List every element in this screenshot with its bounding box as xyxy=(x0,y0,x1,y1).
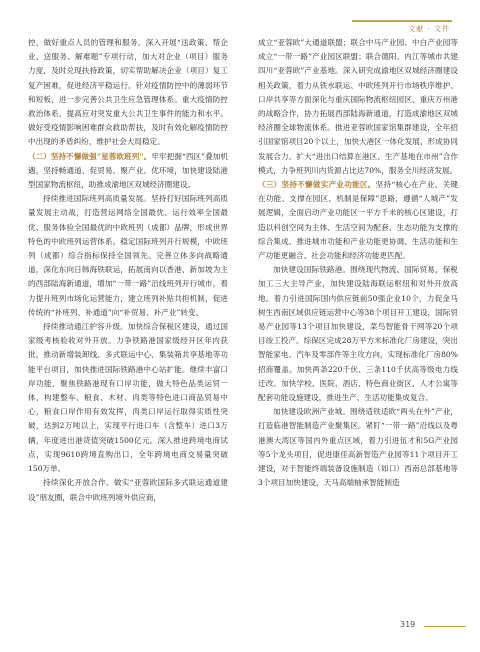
header-rule xyxy=(352,20,452,22)
subsection-heading: （三）坚持不懈做实产业功能区。 xyxy=(258,180,376,190)
subsection-body: 牢牢把握“西区”叠加机遇，坚持畅通道、促贸易、聚产业、优环境，加快建设陆港型国家物流枢纽，助推成渝地区双城经济圈建设。 xyxy=(28,151,228,190)
page-footer xyxy=(400,620,466,634)
subsection-two xyxy=(28,150,228,193)
subsection-body: 坚持“核心在产业、关键在功能、支撑在园区、机制是保障”思路，遵循“人城产”发展逻辑，全面启动产业功能区一平方千米的核心区建设，打造以科创空间为主体、生活空间为配套、生态功能为支撑的综合集成、推进城市功能和产业功能更协调、生活功能和生产功能更融合、社会功能和经济功能更匹配。 xyxy=(258,180,458,261)
paragraph: 持续深化开放合作。做实“亚蓉欧国际多式联运通道建设”朋友圈，联合中欧班列境外供应商， xyxy=(28,478,228,502)
subsection-three xyxy=(258,178,458,263)
page-number: 319 xyxy=(400,620,416,629)
section-tag: 文献 · 文件 xyxy=(408,25,450,33)
left-column xyxy=(28,36,228,505)
paragraph: 持续推进国际班列高质量发展。坚持打好国际班列高质量发展主动战，打造营运网络全国最优、运行效率全国最优、服务体验全国最优的中欧班列（成都）品牌，形成世界特色的中欧班列运营体系。稳定国际班列开行规模，中欧班列（成都）综合指标保持全国领先。完善立体多向战略通道，深化东向日韩海铁联运，拓展南向以香港、新加坡为主的西部陆海新通道，增加“一带一路”沿线班列开行城市，着力提升班列市场化运营能力，建立班列补贴共担机制，促进传统的“补班列、补通道”向“补贸易、补产业”转变。 xyxy=(28,194,228,317)
paragraph: 持续推动通江护容升级。加快综合保税区建设，通过国家级考核验收对外开放。力争铁路港国家级经开区年内获批，推动新增装卸线、多式联运中心、集装箱共享基地等功能平台项目，加快推进国际铁路港中心站扩能。继续丰富口岸功能，聚焦铁路港现有口岸功能，做大特色品类运贸一体，构建整车、粮食、木材、肉类等特色进口商品贸易中心，粮食口岸作用有效发挥，肉类口岸运行取得实质性突破，达到2万吨以上，实现平行进口车（含整车）进口3万辆，年度进出港货值突破1500亿元。深入推进跨境电商试点，实现9610跨境直购出口，全年跨境电商交易量突破150万单。 xyxy=(28,322,228,474)
footer-rule xyxy=(424,626,466,627)
right-column xyxy=(258,36,458,491)
subsection-heading: （二）坚持不懈做强“星蓉欧班列”。 xyxy=(28,151,152,161)
paragraph: 加快建设国际铁路港。围绕现代物流、国际贸易，保税加工三大主导产业，加快建设陆海联运枢纽和对外开放高地。着力引进国际国内供应链前50强企业10个，力促金马树生西南区域供应链运营中心等38个项目开工建设，国际贸易产业园等13个项目加快建设，菜鸟智能骨干网等20个项目竣工投产。综保区完成28万平方米标准化厂房建设，突出智能家电、汽车及零部件等主攻方向，实现标准化厂房80%招商覆盖。加快两条220千伏、三条110千伏高等级电力线迁改。加快学校、医院、酒店、特色商业街区、人才公寓等配套功能设施建设，推进生产、生活功能集成复合。 xyxy=(258,265,458,403)
paragraph: 加快建设欧洲产业城。围绕适铁适欧“两头在外”产业，打造临港智能制造产业聚集区。紧盯“一带一路”沿线以及粤港澳大湾区等国内外重点区域，着力引进伍才和5G产业园等5个龙头项目，促进康佳高新智造产业园等11个项目开工建设，对于智能终端装备设施制造（如口）西南总部基地等3个项目加快建设，天马高端轴承智能制造 xyxy=(258,407,458,488)
paragraph-continued: 控，做好重点人员的管理和服务。深入开展“送政策、帮企业、送服务、解难题”专项行动，加大对企业（项目）服务力度，及时兑现扶持政策，切实帮助解决企业（项目）复工复产困难，促进经济平稳运行。针对疫情防控中的薄弱环节和短板，进一步完善公共卫生应急管理体系。重大疫情防控救治体系，提高应对突发重大公共卫生事件的能力和水平。做好受疫情影响困难群众救助帮扶，及时有效化解疫情防控中出现的矛盾纠纷，维护社会大局稳定。 xyxy=(28,38,228,147)
paragraph-continued: 成立“亚蓉欧”大通道联盟；联合中马产业园、中白产业园等成立“一带一路”产业园区联盟；联合德阳、内江等城市共建四川“亚蓉欧”产业基地。深入研究成渝地区双城经济圈建设相关政策，着力从铁水联运、中欧班列开行市场秩序维护、口岸共享等方面深化与重庆国际物流枢纽园区、重庆万州港的战略合作，协力拓展西部陆海新通道，打造成渝地区双城经济圈全球物流体系。推进亚蓉欧国家馆集群建设，全年招引国家馆项目20个以上，加快大港区一体化发展，形成协同发展合力。扩大“进出口结算在港区、生产基地在市州”合作模式，力争班列川内货源占比达70%，服务全川经济发展。 xyxy=(258,38,458,175)
